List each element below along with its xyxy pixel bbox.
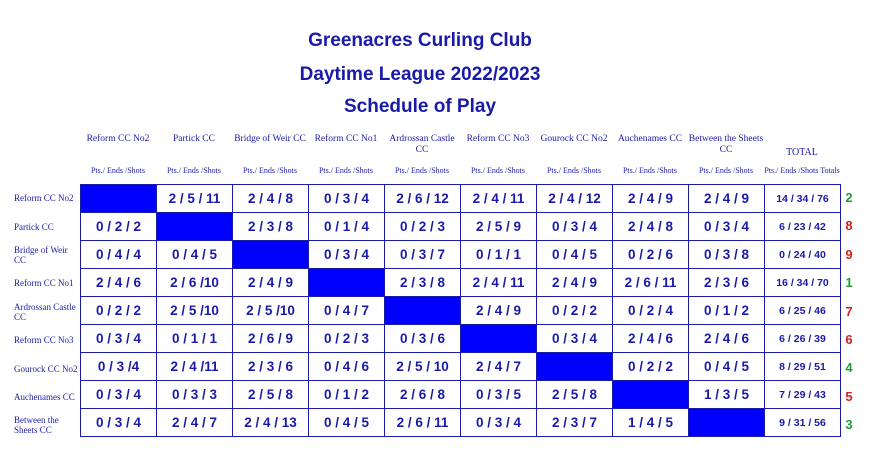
total-cell: 14 / 34 / 76 — [765, 185, 841, 213]
result-cell: 0 / 1 / 2 — [309, 381, 385, 409]
result-cell: 2 / 5 / 9 — [461, 213, 537, 241]
position-number: 6 — [845, 332, 853, 347]
row-label: Reform CC No2 — [14, 193, 74, 204]
result-cell: 0 / 1 / 1 — [461, 241, 537, 269]
result-cell: 0 / 3 / 6 — [385, 325, 461, 353]
result-cell: 2 / 6 / 12 — [385, 185, 461, 213]
result-cell: 0 / 2 / 2 — [613, 353, 689, 381]
result-cell: 0 / 3 / 4 — [537, 325, 613, 353]
column-sub-header: Pts./ Ends /Shots — [318, 166, 373, 175]
result-cell: 0 / 3 / 3 — [157, 381, 233, 409]
column-sub-header: Pts./ Ends /Shots — [470, 166, 525, 175]
self-match-cell — [157, 213, 233, 241]
result-cell: 2 / 4 / 12 — [537, 185, 613, 213]
total-header: TOTAL — [786, 147, 818, 158]
result-cell: 2 / 4 / 9 — [613, 185, 689, 213]
result-cell: 2 / 4 / 8 — [233, 185, 309, 213]
column-header: Auchenames CC — [617, 134, 683, 144]
column-sub-header: Pts./ Ends /Shots — [698, 166, 753, 175]
table-row — [81, 185, 841, 213]
table-row — [81, 297, 841, 325]
total-cell: 9 / 31 / 56 — [765, 409, 841, 437]
total-cell: 0 / 24 / 40 — [765, 241, 841, 269]
result-cell: 0 / 4 / 5 — [689, 353, 765, 381]
result-cell: 0 / 2 / 2 — [81, 213, 157, 241]
self-match-cell — [81, 185, 157, 213]
self-match-cell — [461, 325, 537, 353]
result-cell: 0 / 3 / 5 — [461, 381, 537, 409]
total-cell: 6 / 26 / 39 — [765, 325, 841, 353]
total-cell: 16 / 34 / 70 — [765, 269, 841, 297]
row-label: Between the Sheets CC — [14, 415, 59, 436]
result-cell: 2 / 5 /10 — [157, 297, 233, 325]
league-name: Daytime League 2022/2023 — [299, 64, 541, 85]
result-cell: 0 / 4 / 5 — [157, 241, 233, 269]
result-cell: 0 / 4 / 6 — [309, 353, 385, 381]
table-row — [81, 409, 841, 437]
column-sub-header: Pts./ Ends /Shots — [242, 166, 297, 175]
result-cell: 1 / 4 / 5 — [613, 409, 689, 437]
result-cell: 0 / 2 / 2 — [537, 297, 613, 325]
result-cell: 2 / 3 / 7 — [537, 409, 613, 437]
result-cell: 2 / 6 / 8 — [385, 381, 461, 409]
column-sub-header: Pts./ Ends /Shots — [394, 166, 449, 175]
result-cell: 2 / 5 /10 — [233, 297, 309, 325]
result-cell: 2 / 3 / 8 — [385, 269, 461, 297]
column-header: Between the Sheets CC — [688, 134, 764, 155]
result-cell: 0 / 3 / 4 — [309, 241, 385, 269]
column-header: Bridge of Weir CC — [234, 134, 306, 144]
position-number: 7 — [845, 303, 853, 319]
result-cell: 2 / 3 / 6 — [689, 269, 765, 297]
column-header: Partick CC — [173, 134, 215, 144]
result-cell: 0 / 3 / 4 — [81, 381, 157, 409]
result-cell: 0 / 3 / 7 — [385, 241, 461, 269]
result-cell: 2 / 4 / 7 — [461, 353, 537, 381]
result-cell: 0 / 4 / 5 — [537, 241, 613, 269]
result-cell: 2 / 4 / 11 — [461, 269, 537, 297]
column-header: Gourock CC No2 — [540, 134, 608, 144]
result-cell: 2 / 4 / 11 — [461, 185, 537, 213]
result-cell: 0 / 1 / 1 — [157, 325, 233, 353]
table-row — [81, 269, 841, 297]
table-row — [81, 241, 841, 269]
table-row — [81, 213, 841, 241]
result-cell: 0 / 3 /4 — [81, 353, 157, 381]
result-cell: 2 / 4 / 9 — [461, 297, 537, 325]
self-match-cell — [309, 269, 385, 297]
row-label: Reform CC No1 — [14, 278, 74, 289]
column-header: Ardrossan Castle CC — [389, 134, 455, 155]
result-cell: 2 / 5 / 10 — [385, 353, 461, 381]
total-cell: 6 / 25 / 46 — [765, 297, 841, 325]
result-cell: 2 / 5 / 8 — [233, 381, 309, 409]
result-cell: 0 / 2 / 4 — [613, 297, 689, 325]
schedule-title: Schedule of Play — [343, 96, 497, 117]
result-cell: 0 / 2 / 6 — [613, 241, 689, 269]
table-row — [81, 353, 841, 381]
row-label: Bridge of Weir CC — [14, 244, 68, 265]
result-cell: 0 / 3 / 4 — [537, 213, 613, 241]
result-cell: 0 / 2 / 2 — [81, 297, 157, 325]
row-label: Reform CC No3 — [14, 335, 74, 346]
position-number: 8 — [845, 218, 853, 234]
results-grid — [80, 184, 841, 437]
club-name: Greenacres Curling Club — [308, 30, 532, 51]
row-label: Partick CC — [14, 221, 54, 232]
column-sub-header: Pts./ Ends /Shots — [622, 166, 677, 175]
self-match-cell — [689, 409, 765, 437]
self-match-cell — [537, 353, 613, 381]
row-label: Auchenames CC — [14, 391, 75, 402]
column-header: Reform CC No2 — [86, 134, 150, 144]
result-cell: 2 / 5 / 8 — [537, 381, 613, 409]
result-cell: 2 / 6 / 9 — [233, 325, 309, 353]
total-sub-header: Pts./ Ends /Shots Totals — [764, 166, 840, 175]
position-number: 5 — [845, 388, 853, 404]
result-cell: 2 / 4 / 7 — [157, 409, 233, 437]
column-sub-header: Pts./ Ends /Shots — [166, 166, 221, 175]
total-cell: 8 / 29 / 51 — [765, 353, 841, 381]
result-cell: 0 / 3 / 4 — [309, 185, 385, 213]
result-cell: 0 / 1 / 4 — [309, 213, 385, 241]
total-cell: 6 / 23 / 42 — [765, 213, 841, 241]
position-number: 9 — [845, 246, 853, 262]
position-number: 1 — [845, 275, 853, 291]
result-cell: 0 / 4 / 4 — [81, 241, 157, 269]
row-label: Ardrossan Castle CC — [14, 301, 76, 322]
result-cell: 0 / 1 / 2 — [689, 297, 765, 325]
column-header: Reform CC No1 — [314, 134, 378, 144]
result-cell: 2 / 4 / 6 — [689, 325, 765, 353]
result-cell: 2 / 4 / 9 — [233, 269, 309, 297]
column-sub-header: Pts./ Ends /Shots — [546, 166, 601, 175]
result-cell: 0 / 3 / 4 — [81, 325, 157, 353]
table-row — [81, 381, 841, 409]
result-cell: 0 / 2 / 3 — [385, 213, 461, 241]
result-cell: 0 / 4 / 5 — [309, 409, 385, 437]
self-match-cell — [233, 241, 309, 269]
result-cell: 2 / 6 / 11 — [385, 409, 461, 437]
result-cell: 0 / 3 / 8 — [689, 241, 765, 269]
result-cell: 2 / 6 /10 — [157, 269, 233, 297]
position-number: 2 — [845, 190, 853, 205]
result-cell: 2 / 4 /11 — [157, 353, 233, 381]
result-cell: 0 / 3 / 4 — [81, 409, 157, 437]
result-cell: 0 / 3 / 4 — [689, 213, 765, 241]
result-cell: 0 / 2 / 3 — [309, 325, 385, 353]
column-sub-header: Pts./ Ends /Shots — [90, 166, 145, 175]
result-cell: 2 / 4 / 8 — [613, 213, 689, 241]
position-number: 3 — [845, 417, 853, 433]
self-match-cell — [385, 297, 461, 325]
result-cell: 2 / 4 / 9 — [689, 185, 765, 213]
result-cell: 1 / 3 / 5 — [689, 381, 765, 409]
result-cell: 2 / 6 / 11 — [613, 269, 689, 297]
table-row — [81, 325, 841, 353]
result-cell: 2 / 4 / 6 — [81, 269, 157, 297]
row-label: Gourock CC No2 — [14, 363, 78, 374]
total-cell: 7 / 29 / 43 — [765, 381, 841, 409]
result-cell: 0 / 3 / 4 — [461, 409, 537, 437]
result-cell: 2 / 5 / 11 — [157, 185, 233, 213]
result-cell: 2 / 3 / 6 — [233, 353, 309, 381]
result-cell: 2 / 4 / 9 — [537, 269, 613, 297]
position-number: 4 — [845, 360, 853, 376]
result-cell: 2 / 3 / 8 — [233, 213, 309, 241]
self-match-cell — [613, 381, 689, 409]
column-header: Reform CC No3 — [466, 134, 530, 144]
result-cell: 2 / 4 / 13 — [233, 409, 309, 437]
result-cell: 0 / 4 / 7 — [309, 297, 385, 325]
result-cell: 2 / 4 / 6 — [613, 325, 689, 353]
